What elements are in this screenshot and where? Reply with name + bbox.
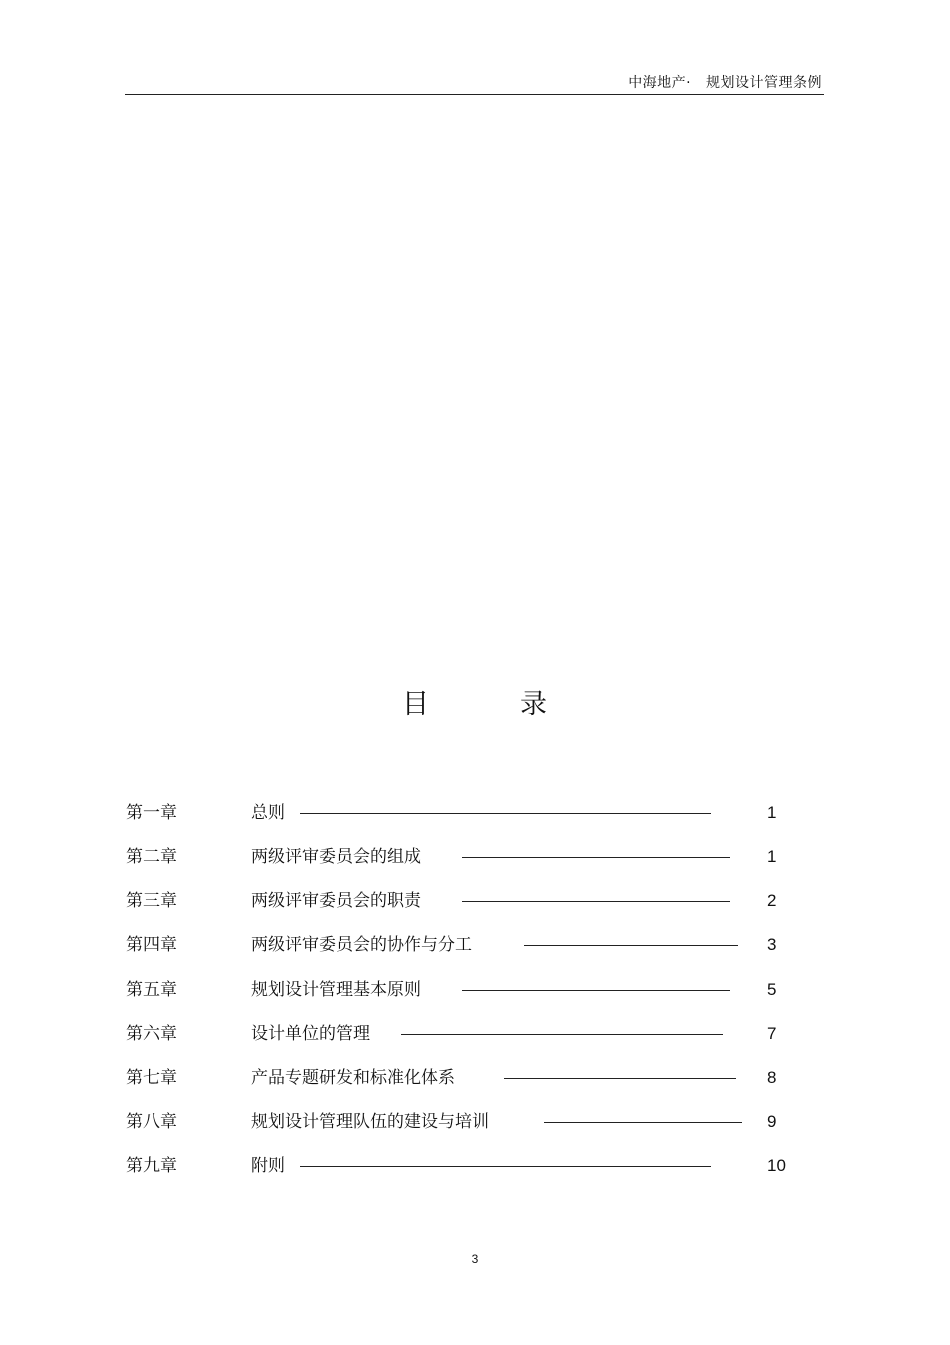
toc-entry[interactable]	[0, 1066, 950, 1090]
toc-chapter-label: 第四章	[126, 935, 177, 955]
toc-leader-line	[544, 1122, 742, 1123]
toc-chapter-label: 第七章	[126, 1068, 177, 1088]
toc-leader-line	[401, 1034, 723, 1035]
toc-page-number: 2	[767, 891, 777, 910]
toc-chapter-label: 第六章	[126, 1024, 177, 1044]
toc-page-number: 1	[767, 847, 777, 866]
toc-chapter-label: 第九章	[126, 1156, 177, 1176]
toc-chapter-label: 第八章	[126, 1112, 177, 1132]
header-title: 中海地产· 规划设计管理条例	[628, 75, 822, 91]
toc-chapter-label: 第二章	[126, 847, 177, 867]
toc-leader-line	[300, 813, 711, 814]
page-header	[125, 70, 824, 95]
toc-entry[interactable]	[0, 1110, 950, 1134]
toc-leader-line	[504, 1078, 736, 1079]
toc-leader-line	[462, 901, 730, 902]
toc-entry[interactable]	[0, 889, 950, 913]
toc-chapter-label: 第五章	[126, 980, 177, 1000]
toc-entry[interactable]	[0, 1022, 950, 1046]
toc-entry-title: 规划设计管理队伍的建设与培训	[251, 1112, 489, 1132]
toc-page-number: 5	[767, 980, 777, 999]
toc-entry-title: 规划设计管理基本原则	[251, 980, 421, 1000]
toc-page-number: 1	[767, 803, 777, 822]
toc-chapter-label: 第三章	[126, 891, 177, 911]
toc-page-number: 7	[767, 1024, 777, 1043]
toc-entry[interactable]	[0, 801, 950, 825]
toc-entry[interactable]	[0, 845, 950, 869]
toc-page-number: 8	[767, 1068, 777, 1087]
toc-entry-title: 产品专题研发和标准化体系	[251, 1068, 455, 1088]
toc-entry-title: 附则	[251, 1156, 285, 1176]
toc-entry-title: 两级评审委员会的职责	[251, 891, 421, 911]
toc-entry[interactable]	[0, 978, 950, 1002]
toc-title	[0, 685, 950, 725]
toc-entry[interactable]	[0, 1154, 950, 1178]
toc-page-number: 3	[767, 935, 777, 954]
toc-chapter-label: 第一章	[126, 803, 177, 823]
toc-leader-line	[462, 857, 730, 858]
toc-entry-title: 两级评审委员会的组成	[251, 847, 421, 867]
toc-entry-title: 设计单位的管理	[251, 1024, 370, 1044]
toc-entry-title: 两级评审委员会的协作与分工	[251, 935, 472, 955]
toc-leader-line	[524, 945, 738, 946]
toc-entry-title: 总则	[251, 803, 285, 823]
page-number: 3	[471, 1252, 479, 1266]
toc-page-number: 10	[767, 1156, 786, 1175]
toc-title-char-1: 目	[402, 689, 429, 720]
toc-leader-line	[300, 1166, 711, 1167]
toc-page-number: 9	[767, 1112, 777, 1131]
toc-entry[interactable]	[0, 933, 950, 957]
toc-title-char-2: 录	[520, 689, 547, 720]
toc-leader-line	[462, 990, 730, 991]
